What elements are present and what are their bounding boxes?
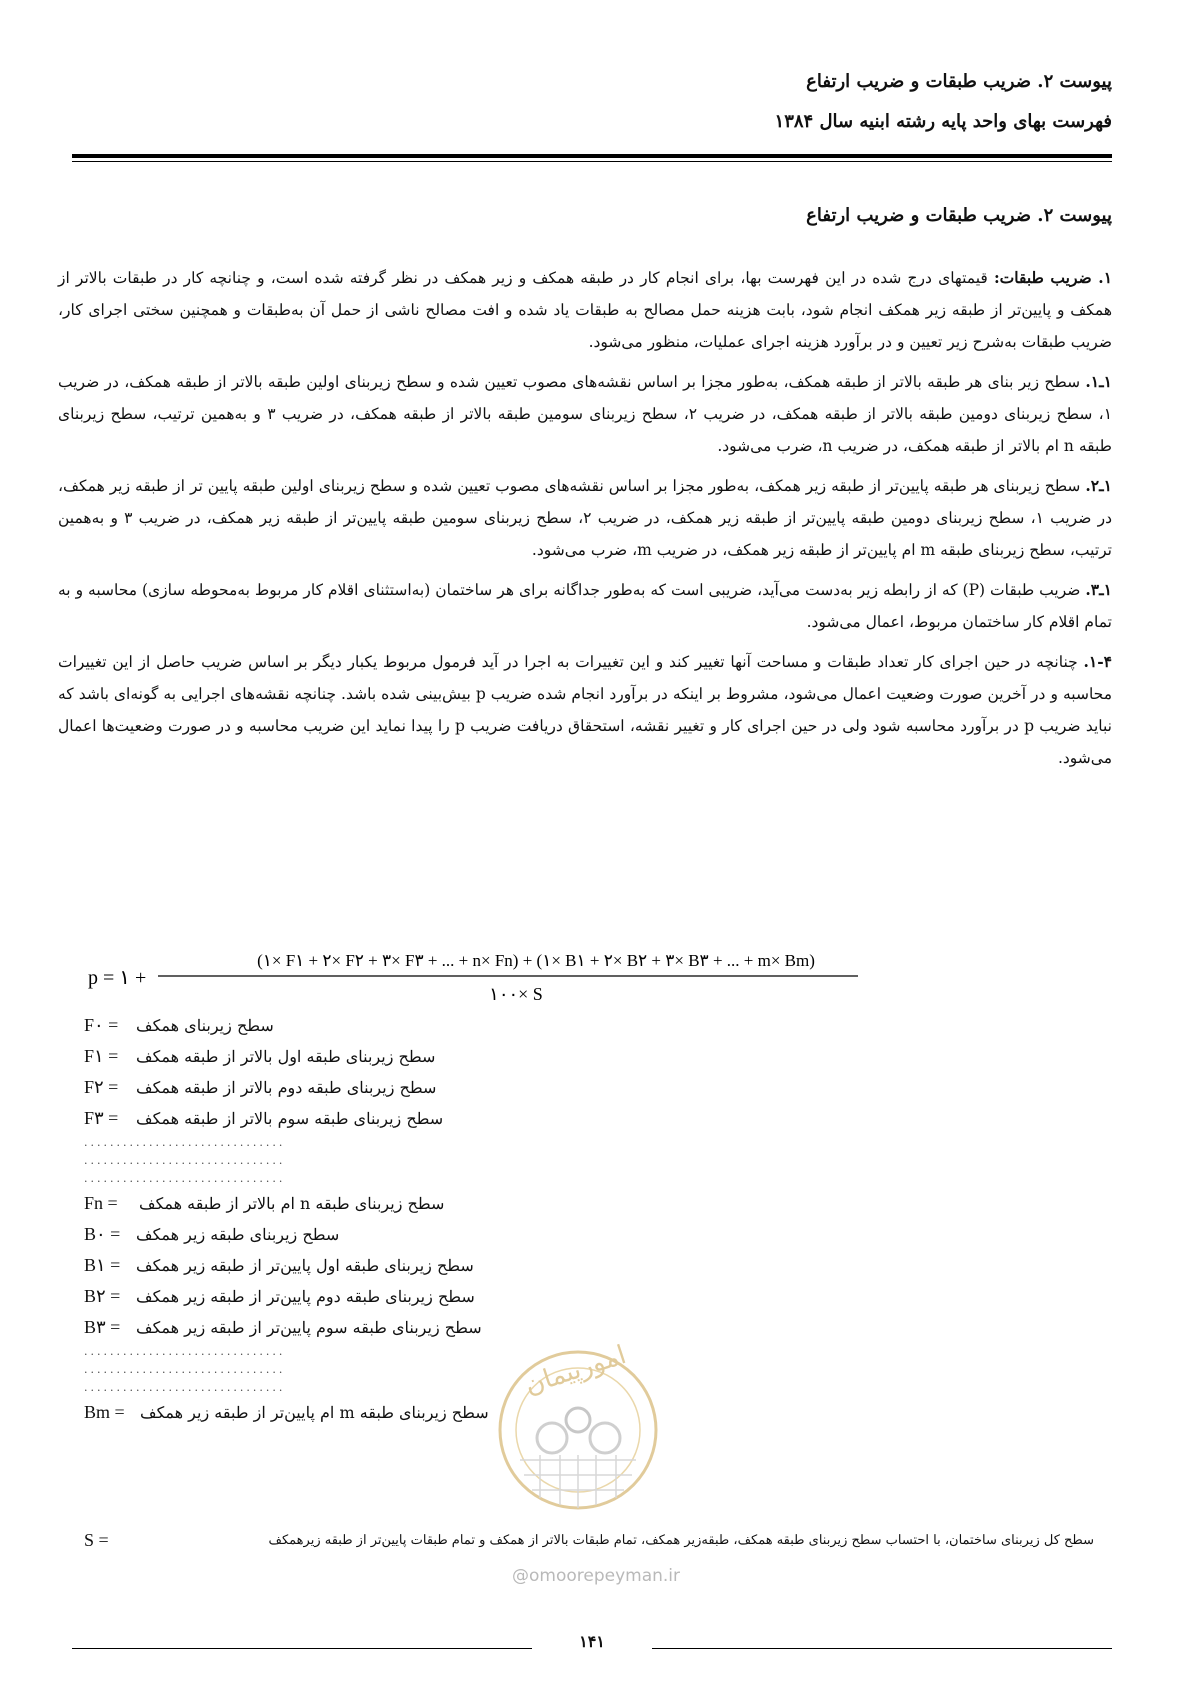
definition-symbol: B۰ = bbox=[84, 1224, 121, 1244]
definition-text: سطح زیربنای طبقه دوم بالاتر از طبقه همکف bbox=[136, 1078, 437, 1097]
page-header bbox=[72, 62, 1112, 142]
definition-f1 bbox=[84, 1041, 1124, 1072]
paragraph-1-3-label: ۱ـ۳. bbox=[1085, 580, 1112, 599]
definition-symbol: B۱ = bbox=[84, 1255, 121, 1275]
definition-text: سطح زیربنای طبقه m ام پایین‌تر از طبقه زیر همکف bbox=[140, 1403, 489, 1422]
header-subtitle: فهرست بهای واحد پایه رشته ابنیه سال ۱۳۸۴ bbox=[774, 111, 1112, 132]
dotted-line: ............................... bbox=[84, 1363, 286, 1376]
header-title: پیوست ۲. ضریب طبقات و ضریب ارتفاع bbox=[806, 71, 1112, 92]
definition-fn bbox=[84, 1188, 1124, 1219]
paragraph-1-4-text: چنانچه در حین اجرای کار تعداد طبقات و مساحت آنها تغییر کند و این تغییرات به اجرا در آید فرمول مربوط یکبار دیگر بر اساس ضریب حاصل از این تغییرات محاسبه و در آخرین صورت وضعیت اعمال می‌شود، مشروط بر اینکه در برآورد انجام شده ضریب p بیش‌بینی شده باشد. چنانچه نقشه‌های اجرایی به گونه‌ای باشد که نباید ضریب p در برآورد محاسبه شود ولی در حین اجرای کار و تغییر نقشه، استحقاق دریافت ضریب p را پیدا نماید این ضریب محاسبه و در صورت وضعیت‌ها اعمال می‌شود. bbox=[58, 653, 1113, 767]
dotted-line: ............................... bbox=[84, 1345, 286, 1358]
definition-b0 bbox=[84, 1219, 1124, 1250]
definition-s bbox=[84, 1530, 1094, 1560]
definition-symbol: F۲ = bbox=[84, 1077, 119, 1097]
page-footer bbox=[72, 1628, 1112, 1668]
definition-f3 bbox=[84, 1103, 1124, 1134]
header-rule-thin bbox=[72, 161, 1112, 162]
definition-text: سطح زیربنای همکف bbox=[136, 1016, 274, 1035]
watermark-logo bbox=[490, 1320, 665, 1520]
definition-symbol: B۳ = bbox=[84, 1317, 121, 1337]
section-title: پیوست ۲. ضریب طبقات و ضریب ارتفاع bbox=[806, 205, 1112, 226]
definition-symbol: Bm = bbox=[84, 1402, 125, 1422]
dotted-line: ............................... bbox=[84, 1381, 286, 1394]
definition-symbol: F۳ = bbox=[84, 1108, 119, 1128]
watermark-logo-text: امورپیمان bbox=[521, 1340, 630, 1401]
definition-symbol: S = bbox=[84, 1530, 109, 1550]
definition-text: سطح کل زیربنای ساختمان، با احتساب سطح زیربنای طبقه همکف، طبقه‌زیر همکف، تمام طبقات بالاتر از همکف و تمام طبقات پایین‌تر از طبقه زیرهمکف bbox=[268, 1533, 1094, 1548]
definition-symbol: F۰ = bbox=[84, 1015, 119, 1035]
definition-text: سطح زیربنای طبقه سوم پایین‌تر از طبقه زیر همکف bbox=[136, 1318, 482, 1337]
formula-numerator: (۱× F۱ + ۲× F۲ + ۳× F۳ + ... + n× Fn) + (۱× B۱ + ۲× B۲ + ۳× B۳ + ... + m× Bm) bbox=[257, 951, 815, 970]
definition-symbol: F۱ = bbox=[84, 1046, 119, 1066]
paragraph-1-3-text: ضریب طبقات (P) که از رابطه زیر به‌دست می‌آید، ضریبی است که به‌طور جداگانه برای هر ساختمان (به‌استثنای اقلام کار مربوط به‌محوطه سازی) محاسبه و به تمام اقلام کار ساختمان مربوط، اعمال می‌شود. bbox=[58, 581, 1112, 631]
paragraph-1 bbox=[58, 262, 1112, 358]
formula-p bbox=[88, 940, 858, 1010]
definition-text: سطح زیربنای طبقه دوم پایین‌تر از طبقه زیر همکف bbox=[136, 1287, 475, 1306]
body-text bbox=[58, 262, 1112, 782]
paragraph-1-2-label: ۱ـ۲. bbox=[1085, 476, 1112, 495]
formula-denominator: ۱۰۰× S bbox=[489, 984, 543, 1004]
dotted-line: ............................... bbox=[84, 1136, 286, 1149]
paragraph-1-1 bbox=[58, 366, 1112, 462]
header-rule-thick bbox=[72, 154, 1112, 158]
watermark-emblem-icon bbox=[490, 1320, 665, 1520]
definition-text: سطح زیربنای طبقه اول پایین‌تر از طبقه زیر همکف bbox=[136, 1256, 474, 1275]
watermark-url: @omoorepeyman.ir bbox=[512, 1566, 681, 1586]
paragraph-1-text: قیمتهای درج شده در این فهرست بها، برای انجام کار در طبقه همکف و زیر همکف در نظر گرفته شده است، و چنانچه کار در طبقات بالاتر از همکف و پایین‌تر از طبقه زیر همکف انجام شود، بابت هزینه حمل مصالح به طبقات یاد شده و افت مصالح ناشی از حمل آن به‌طبقات و همچنین سختی اجرای کار، ضریب طبقات به‌شرح زیر تعیین و در برآورد هزینه اجرای عملیات، منظور می‌شود. bbox=[58, 269, 1112, 351]
formula-graphic bbox=[88, 940, 858, 1010]
page-number: ۱۴۱ bbox=[579, 1632, 605, 1651]
definition-b1 bbox=[84, 1250, 1124, 1281]
definition-text: سطح زیربنای طبقه سوم بالاتر از طبقه همکف bbox=[136, 1109, 444, 1128]
paragraph-1-2-text: سطح زیربنای هر طبقه پایین‌تر از طبقه زیر همکف، به‌طور مجزا بر اساس نقشه‌های مصوب تعیین شده و سطح زیربنای اولین طبقه پایین تر از طبقه زیر همکف، در ضریب ۱، سطح زیربنای دومین طبقه پایین‌تر از طبقه زیر همکف، در ضریب ۲، سطح زیربنای سومین طبقه پایین‌تر از طبقه زیر همکف، در ضریب ۳ و به‌همین ترتیب، سطح زیربنای طبقه m ام پایین‌تر از طبقه زیر همکف، در ضریب m، ضرب می‌شود. bbox=[58, 477, 1112, 559]
dotted-line: ............................... bbox=[84, 1172, 286, 1185]
paragraph-1-label: ۱. ضریب طبقات: bbox=[993, 268, 1113, 287]
paragraph-1-1-text: سطح زیر بنای هر طبقه بالاتر از طبقه همکف، به‌طور مجزا بر اساس نقشه‌های مصوب تعیین شده و سطح زیربنای اولین طبقه بالاتر از طبقه همکف، در ضریب ۱، سطح زیربنای دومین طبقه بالاتر از طبقه همکف، در ضریب ۲، سطح زیربنای سومین طبقه بالاتر از طبقه همکف، در ضریب ۳ و به‌همین ترتیب، سطح زیربنای طبقه n ام بالاتر از طبقه همکف، در ضریب n، ضرب می‌شود. bbox=[58, 373, 1113, 455]
paragraph-1-4 bbox=[58, 646, 1112, 774]
definition-text: سطح زیربنای طبقه اول بالاتر از طبقه همکف bbox=[136, 1047, 436, 1066]
definition-symbol: Fn = bbox=[84, 1193, 118, 1213]
paragraph-1-1-label: ۱ـ۱. bbox=[1085, 372, 1112, 391]
definition-text: سطح زیربنای طبقه n ام بالاتر از طبقه همکف bbox=[139, 1194, 445, 1213]
formula-lhs: p = ۱ + bbox=[88, 967, 147, 989]
paragraph-1-3 bbox=[58, 574, 1112, 638]
dotted-line: ............................... bbox=[84, 1154, 286, 1167]
definition-b2 bbox=[84, 1281, 1124, 1312]
paragraph-1-4-label: ۱-۴. bbox=[1083, 652, 1112, 671]
definition-symbol: B۲ = bbox=[84, 1286, 121, 1306]
definition-text: سطح زیربنای طبقه زیر همکف bbox=[136, 1225, 340, 1244]
definition-f0 bbox=[84, 1010, 1124, 1041]
paragraph-1-2 bbox=[58, 470, 1112, 566]
definition-f2 bbox=[84, 1072, 1124, 1103]
